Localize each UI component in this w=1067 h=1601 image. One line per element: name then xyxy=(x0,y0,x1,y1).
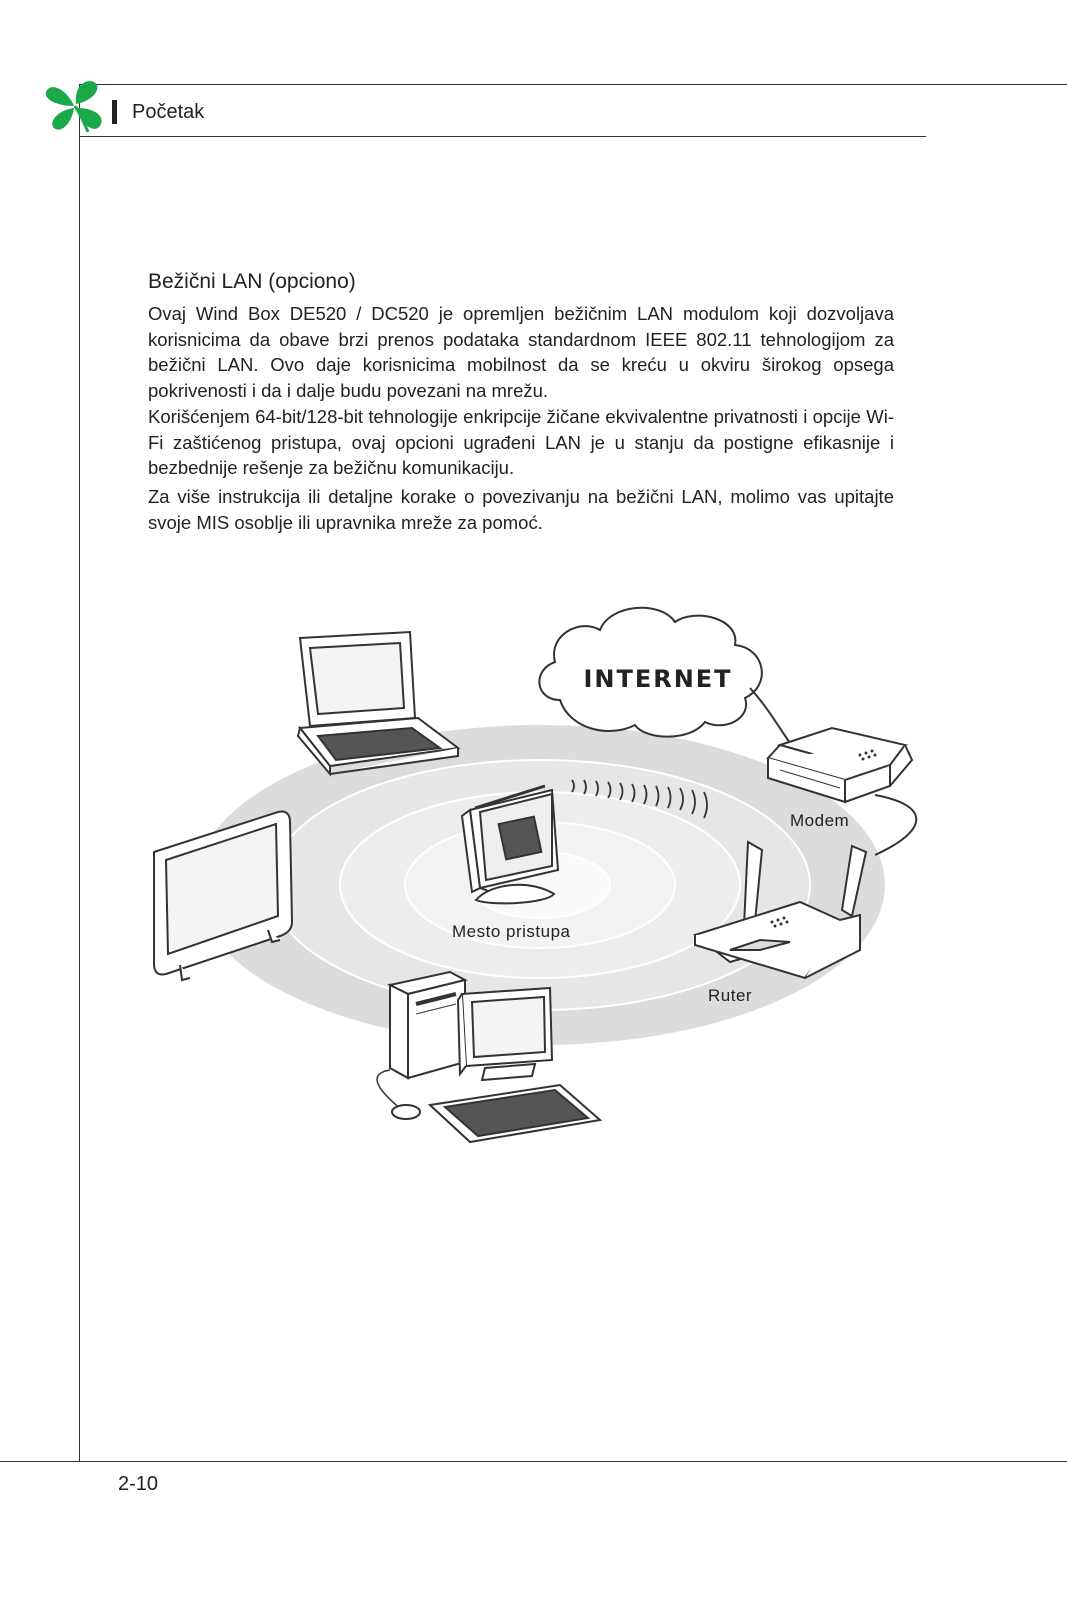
mouse-cable xyxy=(377,1070,402,1110)
paragraph-instructions: Za više instrukcija ili detaljne korake o povezivanju na bežični LAN, molimo vas upitajte svoje MIS osoblje ili upravnika mreže za pomoć. xyxy=(148,486,894,533)
page-number: 2-10 xyxy=(118,1473,159,1495)
cloud-modem-cable xyxy=(750,688,795,750)
clover-leaf-icon xyxy=(44,78,106,134)
header-top-rule xyxy=(80,84,1067,85)
modem-router-cable xyxy=(875,795,916,855)
access-point-label: Mesto pristupa xyxy=(452,922,571,941)
section-title: Bežični LAN (opciono) xyxy=(148,270,356,293)
paragraph-encryption: Korišćenjem 64-bit/128-bit tehnologije enkripcije žičane ekvivalentne privatnosti i opcije Wi-Fi zaštićenog pristupa, ovaj opcioni ugrađeni LAN je u stanju da postigne efikasnije i bezbednije rešenje za bežičnu komunikaciju. xyxy=(148,406,894,478)
header-separator xyxy=(112,100,117,124)
header-title: Početak xyxy=(132,101,205,123)
left-margin-rule xyxy=(79,84,80,1462)
internet-cloud xyxy=(539,608,761,737)
router-label: Ruter xyxy=(708,986,753,1005)
footer-rule xyxy=(0,1461,1067,1462)
modem-label: Modem xyxy=(790,811,850,830)
header-bottom-rule xyxy=(80,136,926,137)
internet-label: INTERNET xyxy=(583,665,733,693)
paragraph-intro: Ovaj Wind Box DE520 / DC520 je opremljen bežičnim LAN modulom koji dozvoljava korisnicima da obave brzi prenos podataka standardnom IEEE 802.11 tehnologijom za bežični LAN. Ovo daje korisnicima mobilnost da se kreću u okviru širokog opsega pokrivenosti i da i dalje budu povezani na mrežu. xyxy=(148,303,894,401)
wireless-network-diagram xyxy=(140,590,940,1150)
